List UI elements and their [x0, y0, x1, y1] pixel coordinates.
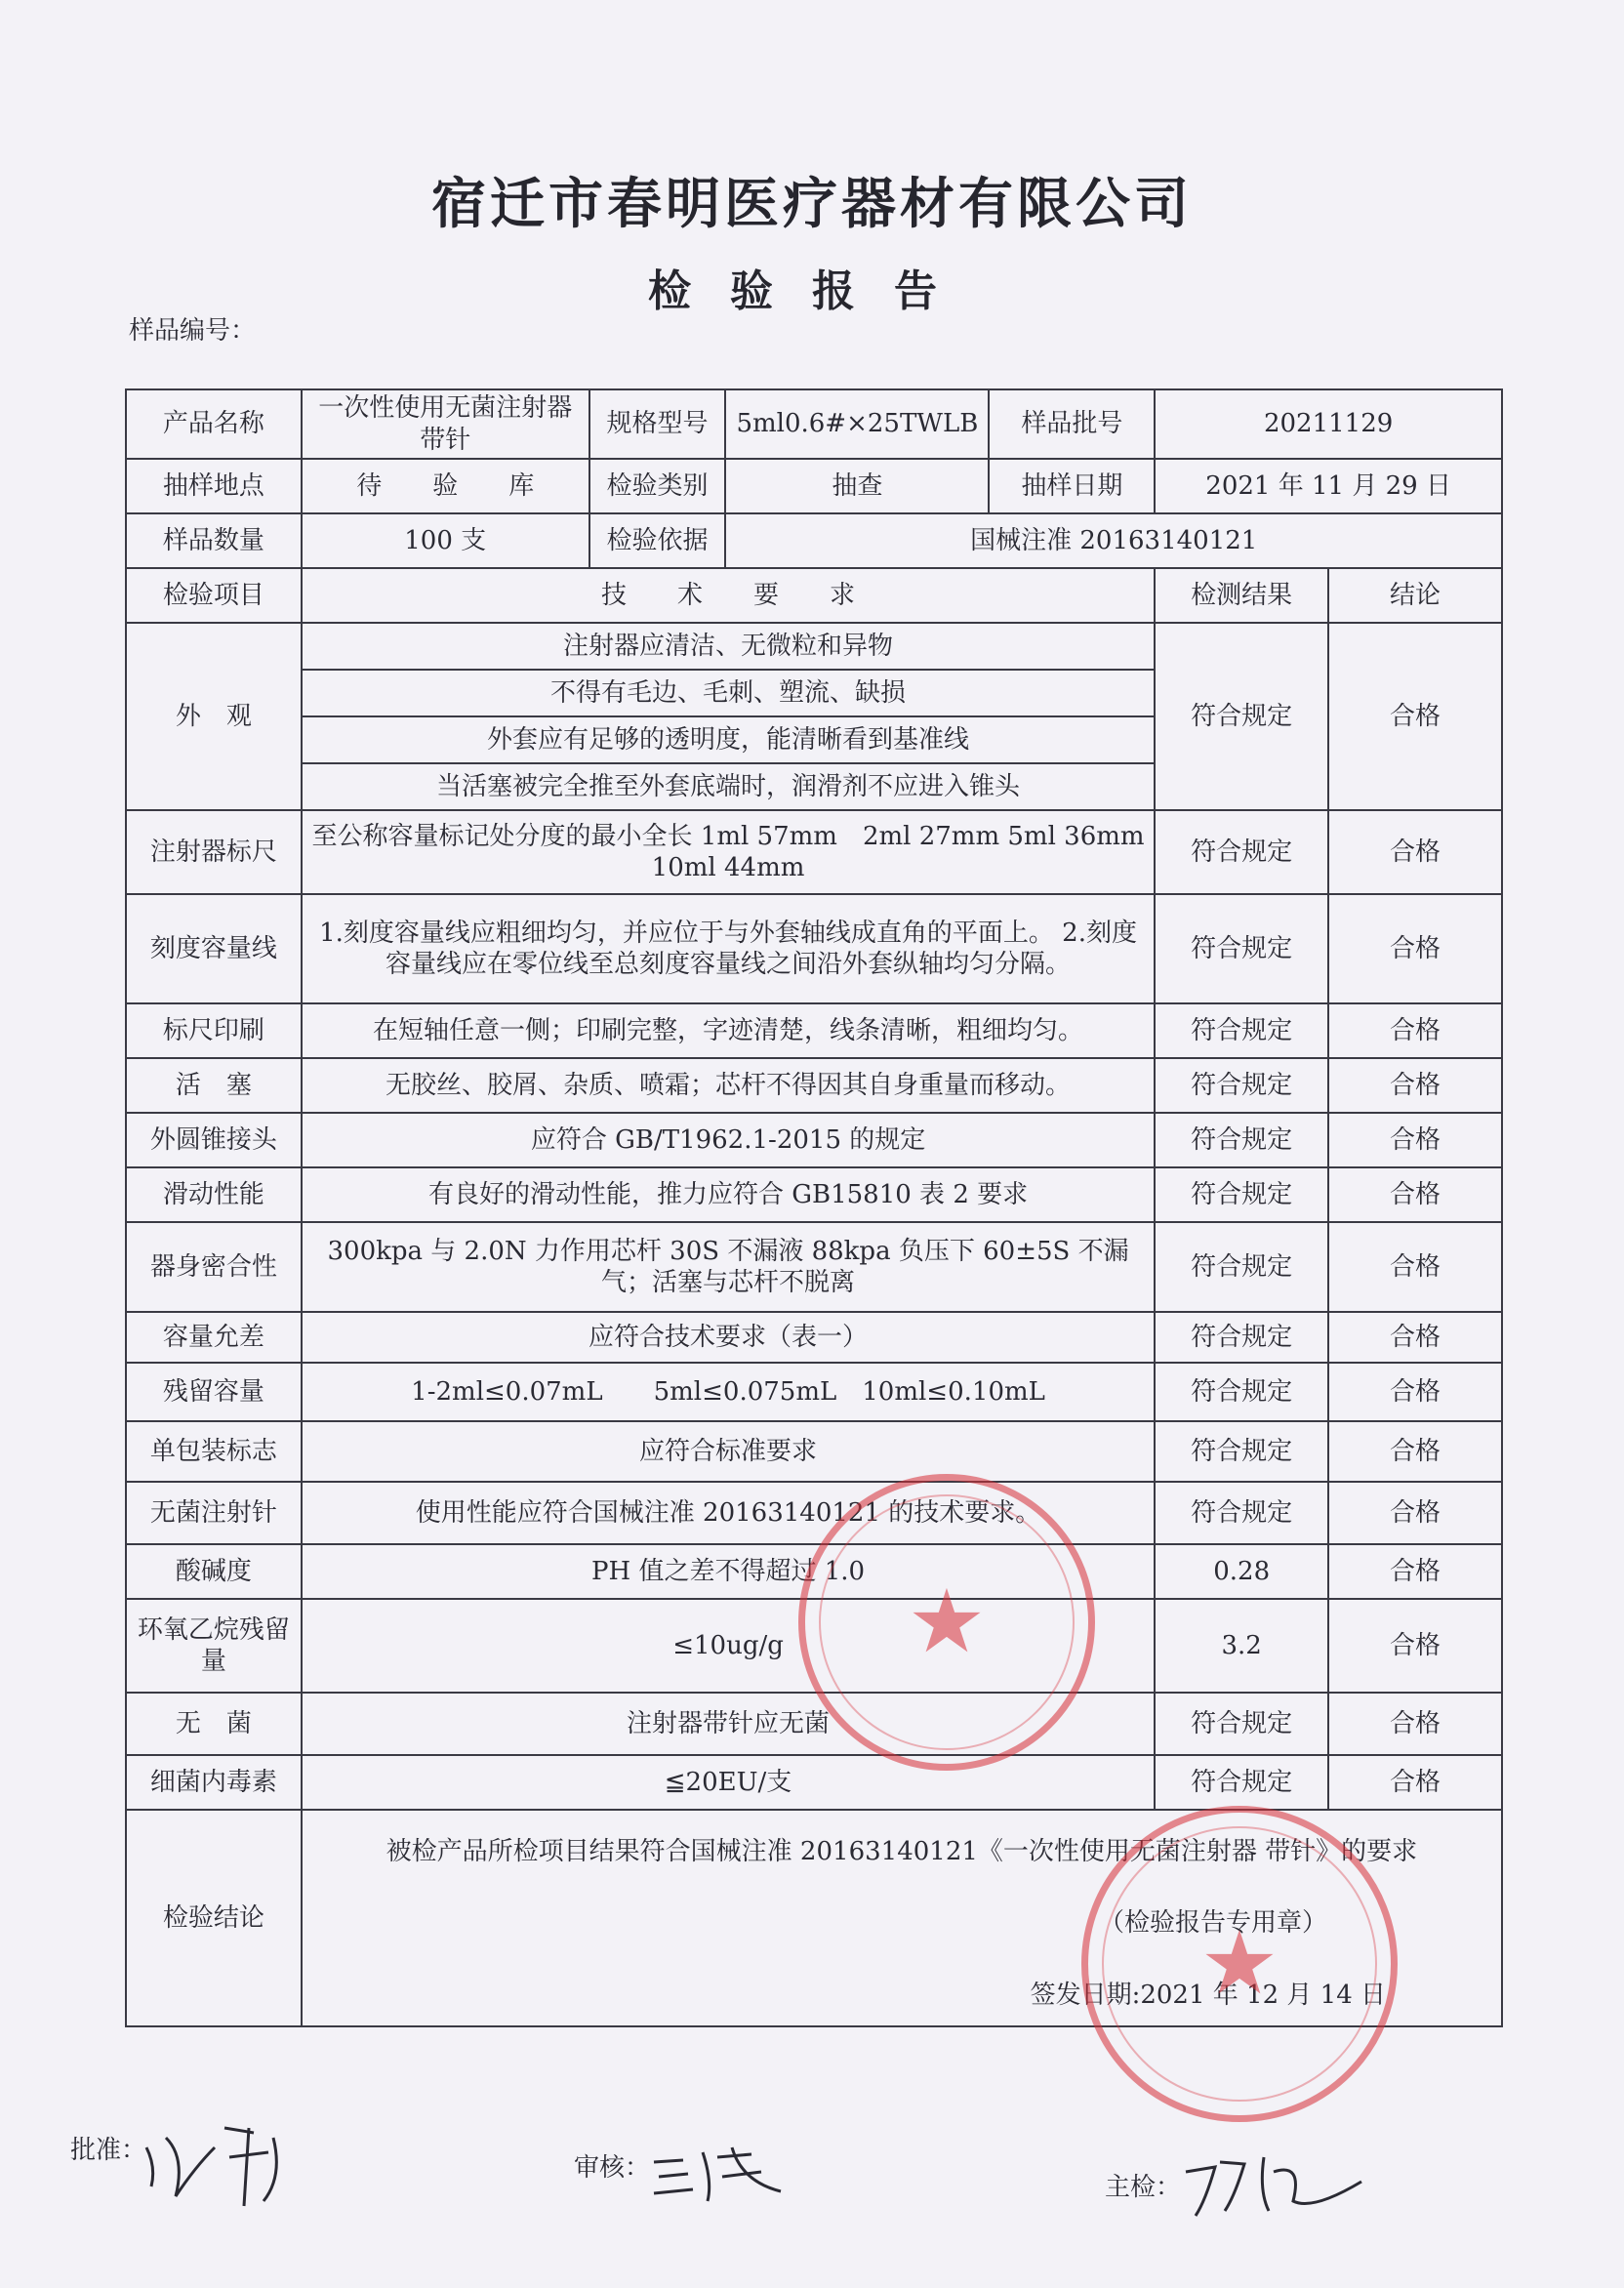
item-conclusion: 合格 [1328, 1544, 1502, 1599]
sampling-date-value: 2021 年 11 月 29 日 [1155, 459, 1502, 513]
item-label: 外圆锥接头 [126, 1113, 302, 1167]
item-result: 符合规定 [1155, 894, 1328, 1003]
item-conclusion: 合格 [1328, 1693, 1502, 1755]
item-label: 标尺印刷 [126, 1003, 302, 1058]
item-label: 活 塞 [126, 1058, 302, 1113]
appearance-conclusion: 合格 [1328, 623, 1502, 810]
item-header: 检验项目 [126, 568, 302, 623]
item-requirement: ≦20EU/支 [302, 1755, 1155, 1810]
quantity-value: 100 支 [302, 513, 589, 568]
item-result: 符合规定 [1155, 1312, 1328, 1363]
review-signature [644, 2133, 791, 2211]
item-result: 符合规定 [1155, 1113, 1328, 1167]
item-conclusion: 合格 [1328, 1363, 1502, 1421]
item-result: 符合规定 [1155, 1421, 1328, 1482]
company-name: 宿迁市春明医疗器材有限公司 [431, 172, 1193, 236]
appearance-req-1: 注射器应清洁、无微粒和异物 [302, 623, 1155, 670]
review-label: 审核： [574, 2153, 651, 2183]
item-label: 无菌注射针 [126, 1482, 302, 1544]
appearance-req-2: 不得有毛边、毛刺、塑流、缺损 [302, 670, 1155, 716]
spec-label: 规格型号 [589, 389, 726, 459]
item-conclusion: 合格 [1328, 1167, 1502, 1222]
item-conclusion: 合格 [1328, 1058, 1502, 1113]
item-label: 酸碱度 [126, 1544, 302, 1599]
inspection-table [125, 388, 1503, 2027]
item-conclusion: 合格 [1328, 1482, 1502, 1544]
item-result: 符合规定 [1155, 810, 1328, 894]
item-conclusion: 合格 [1328, 1421, 1502, 1482]
item-requirement: 在短轴任意一侧；印刷完整，字迹清楚，线条清晰，粗细均匀。 [302, 1003, 1155, 1058]
conclusion-text: 被检产品所检项目结果符合国械注准 20163140121《一次性使用无菌注射器 带针》的要求 [386, 1837, 1418, 1866]
item-label: 刻度容量线 [126, 894, 302, 1003]
item-requirement: 应符合标准要求 [302, 1421, 1155, 1482]
quantity-label: 样品数量 [126, 513, 302, 568]
item-requirement: 300kpa 与 2.0N 力作用芯杆 30S 不漏液 88kpa 负压下 60±5S 不漏气；活塞与芯杆不脱离 [302, 1222, 1155, 1312]
item-requirement: 无胶丝、胶屑、杂质、喷霜；芯杆不得因其自身重量而移动。 [302, 1058, 1155, 1113]
item-requirement: 1-2ml≤0.07mL 5ml≤0.075mL 10ml≤0.10mL [302, 1363, 1155, 1421]
product-name-value: 一次性使用无菌注射器 带针 [302, 389, 589, 459]
item-label: 注射器标尺 [126, 810, 302, 894]
item-label: 残留容量 [126, 1363, 302, 1421]
product-name-label: 产品名称 [126, 389, 302, 459]
item-requirement: ≤10ug/g [302, 1599, 1155, 1693]
issue-date: 签发日期:2021 年 12 月 14 日 [1030, 1981, 1386, 2010]
item-requirement: 至公称容量标记处分度的最小全长 1ml 57mm 2ml 27mm 5ml 36mm 10ml 44mm [302, 810, 1155, 894]
item-result: 符合规定 [1155, 1058, 1328, 1113]
item-label: 容量允差 [126, 1312, 302, 1363]
spec-value: 5ml0.6#×25TWLB [725, 389, 989, 459]
inspection-seal: ★ [1081, 1806, 1398, 2122]
item-conclusion: 合格 [1328, 1222, 1502, 1312]
item-conclusion: 合格 [1328, 1755, 1502, 1810]
item-requirement: PH 值之差不得超过 1.0 [302, 1544, 1155, 1599]
basis-label: 检验依据 [589, 513, 726, 568]
appearance-result: 符合规定 [1155, 623, 1328, 810]
item-result: 0.28 [1155, 1544, 1328, 1599]
inspection-type-value: 抽查 [725, 459, 989, 513]
sample-no-label: 样品编号： [129, 316, 257, 346]
item-result: 符合规定 [1155, 1693, 1328, 1755]
item-label: 无 菌 [126, 1693, 302, 1755]
item-conclusion: 合格 [1328, 1113, 1502, 1167]
item-label: 单包装标志 [126, 1421, 302, 1482]
item-requirement: 应符合 GB/T1962.1-2015 的规定 [302, 1113, 1155, 1167]
sampling-place-value: 待 验 库 [302, 459, 589, 513]
item-conclusion: 合格 [1328, 894, 1502, 1003]
item-requirement: 注射器带针应无菌 [302, 1693, 1155, 1755]
approve-label: 批准： [70, 2136, 147, 2165]
item-conclusion: 合格 [1328, 1312, 1502, 1363]
appearance-req-4: 当活塞被完全推至外套底端时，润滑剂不应进入锥头 [302, 763, 1155, 810]
item-conclusion: 合格 [1328, 1003, 1502, 1058]
item-requirement: 1.刻度容量线应粗细均匀，并应位于与外套轴线成直角的平面上。 2.刻度容量线应在零位线至总刻度容量线之间沿外套纵轴均匀分隔。 [302, 894, 1155, 1003]
item-result: 符合规定 [1155, 1755, 1328, 1810]
inspector-signature [1176, 2143, 1371, 2230]
item-label: 细菌内毒素 [126, 1755, 302, 1810]
item-label: 滑动性能 [126, 1167, 302, 1222]
sampling-place-label: 抽样地点 [126, 459, 302, 513]
batch-value: 20211129 [1155, 389, 1502, 459]
item-result: 符合规定 [1155, 1363, 1328, 1421]
sampling-date-label: 抽样日期 [989, 459, 1155, 513]
company-seal: ★ [798, 1474, 1095, 1771]
result-header: 检测结果 [1155, 568, 1328, 623]
item-requirement: 应符合技术要求（表一） [302, 1312, 1155, 1363]
item-conclusion: 合格 [1328, 1599, 1502, 1693]
inspection-type-label: 检验类别 [589, 459, 726, 513]
approve-signature [137, 2108, 303, 2216]
item-requirement: 有良好的滑动性能，推力应符合 GB15810 表 2 要求 [302, 1167, 1155, 1222]
appearance-label: 外 观 [126, 623, 302, 810]
requirements-header: 技 术 要 求 [302, 568, 1155, 623]
item-label: 环氧乙烷残留量 [126, 1599, 302, 1693]
report-title: 检验报告 [648, 266, 976, 316]
conclusion-label: 检验结论 [126, 1810, 302, 2026]
conclusion-header: 结论 [1328, 568, 1502, 623]
item-label: 器身密合性 [126, 1222, 302, 1312]
inspector-label: 主检： [1105, 2173, 1182, 2202]
item-result: 3.2 [1155, 1599, 1328, 1693]
item-requirement: 使用性能应符合国械注准 20163140121 的技术要求。 [302, 1482, 1155, 1544]
appearance-req-3: 外套应有足够的透明度，能清晰看到基准线 [302, 716, 1155, 763]
item-result: 符合规定 [1155, 1482, 1328, 1544]
basis-value: 国械注准 20163140121 [725, 513, 1502, 568]
item-result: 符合规定 [1155, 1222, 1328, 1312]
stamp-note: （检验报告专用章） [1098, 1907, 1327, 1938]
item-result: 符合规定 [1155, 1003, 1328, 1058]
item-conclusion: 合格 [1328, 810, 1502, 894]
batch-label: 样品批号 [989, 389, 1155, 459]
item-result: 符合规定 [1155, 1167, 1328, 1222]
